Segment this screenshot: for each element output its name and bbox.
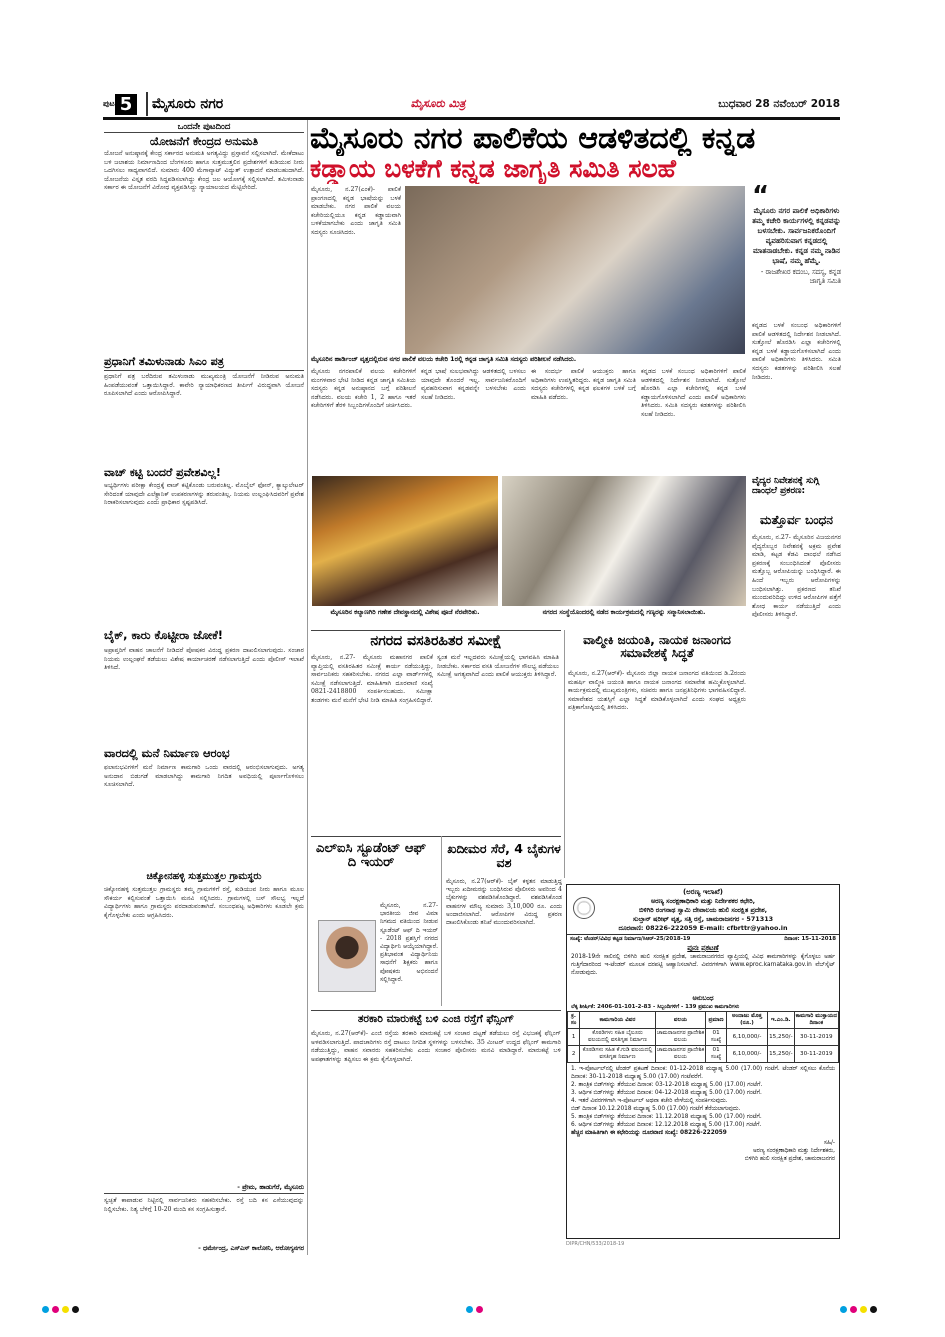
page-number-badge (103, 93, 141, 117)
story-body: ಸ್ವಚ್ಛತೆ ಕಾಪಾಡುವ ನಿಟ್ಟಿನಲ್ಲಿ ಸಾರ್ವಜನಿಕರು ಸಹಕರಿಸಬೇಕು. ರಸ್ತೆ ಬದಿ ಕಸ ಎಸೆಯುವುದನ್ನು ನಿಲ್ಲಿಸಬೇಕು. ನಿತ್ಯ ಬೆಳಿಗ್ಗೆ 10-20 ಮಂದಿ ಕಸ ಸಂಗ್ರಹಿಸುತ್ತಾರೆ. (104, 1197, 304, 1213)
table-cell: 15,250/- (768, 1046, 794, 1063)
student-portrait (318, 920, 376, 992)
masthead-rule (103, 117, 840, 120)
story-title: ವಾರದಲ್ಲಿ ಮನೆ ನಿರ್ಮಾಣ ಆರಂಭ (104, 746, 230, 760)
notice-note: 2. ತಾಂತ್ರಿಕ ಬಿಡ್‌ಗಳನ್ನು ತೆರೆಯುವ ದಿನಾಂಕ: 03-12-2018 ಮಧ್ಯಾಹ್ನ 5.00 (17.00) ಗಂಟೆಗೆ. (571, 1082, 763, 1088)
story-body: ಮೈಸೂರು, ನ.27- ಮೈಸೂರು ಮಹಾನಗರ ಪಾಲಿಕೆ ವ್ಯಾಪ್ತಿಯಲ್ಲಿ ವಸತಿರಹಿತರ ಸಮೀಕ್ಷೆ ಕಾರ್ಯ ನಡೆಯುತ್ತಿದ್ದು, ಸಾರ್ವಜನಿಕರು ಸಹಕರಿಸಬೇಕು. ನಗರದ ಎಲ್ಲಾ ವಾರ್ಡ್‌ಗಳಲ್ಲಿ ಸಮೀಕ್ಷೆ ನಡೆಸಲಾಗುತ್ತಿದೆ. ಮಾಹಿತಿಗಾಗಿ ದೂರವಾಣಿ ಸಂಖ್ಯೆ 0821-2418800 ಸಂಪರ್ಕಿಸಬಹುದು. ಸಮೀಕ್ಷಾ ತಂಡಗಳು ಮನೆ ಮನೆಗೆ ಭೇಟಿ ನೀಡಿ ಮಾಹಿತಿ ಸಂಗ್ರಹಿಸಲಿದ್ದಾರೆ. (311, 654, 433, 704)
lead-body: ಮೈಸೂರು ನಗರಪಾಲಿಕೆ ವಲಯ ಕಚೇರಿಗಳಿಗೆ ಮಂಗಳವಾರ ಭೇಟಿ ನೀಡಿದ ಕನ್ನಡ ಜಾಗೃತಿ ಸಮಿತಿಯ ಸದಸ್ಯರು ಕನ್ನಡ ಅನುಷ್ಠಾನದ ಬಗ್ಗೆ ಪರಿಶೀಲನೆ ನಡೆಸಿದರು. ವಲಯ ಕಚೇರಿ 1, 2 ಹಾಗೂ ಇತರೆ ಕಚೇರಿಗಳಿಗೆ ತೆರಳಿ ಸಿಬ್ಬಂದಿಗಳೊಂದಿಗೆ ಚರ್ಚಿಸಿದರು. (311, 368, 416, 410)
table-header-row (568, 1012, 839, 1029)
cyan-register-dot (42, 1306, 49, 1313)
lead-photo (405, 186, 745, 354)
notice-note: 5. ತಾಂತ್ರಿಕ ಬಿಡ್‌ಗಳನ್ನು ತೆರೆಯುವ ದಿನಾಂಕ: 11.12.2018 ಮಧ್ಯಾಹ್ನ 5.00 (17.00) ಗಂಟೆಗೆ. (571, 1114, 762, 1120)
story-title: ಖದೀಮರ ಸೆರೆ, 4 ಬೈಕುಗಳ ವಶ (447, 841, 561, 870)
yellow-register-dot (860, 1306, 867, 1313)
story-body: ಮೈಸೂರು, ನ.27(ಆರ್‌ಕೆ)- ಬೈಕ್ ಕಳ್ಳತನ ಮಾಡುತ್ತಿದ್ದ ಇಬ್ಬರು ಖದೀಮರನ್ನು ಬಂಧಿಸಿರುವ ಪೊಲೀಸರು ಅವರಿಂದ 4 ಬೈಕುಗಳನ್ನು ವಶಪಡಿಸಿಕೊಂಡಿದ್ದಾರೆ. ವಶಪಡಿಸಿಕೊಂಡ ವಾಹನಗಳ ಮೌಲ್ಯ ಸುಮಾರು 3,10,000 ರೂ. ಎಂದು ಅಂದಾಜಿಸಲಾಗಿದೆ. ಆರೋಪಿಗಳ ವಿರುದ್ಧ ಪ್ರಕರಣ ದಾಖಲಿಸಿಕೊಂಡು ತನಿಖೆ ಮುಂದುವರಿಸಲಾಗಿದೆ. (446, 878, 562, 927)
lead-body: ಮೈಸೂರು, ನ.27(ಎಂಕೆ)- ಪಾಲಿಕೆ ಪ್ರಾಂಗಣದಲ್ಲಿ ಕನ್ನಡ ಭಾಷೆಯನ್ನು ಬಳಕೆ ಮಾಡಬೇಕು. ನಗರ ಪಾಲಿಕೆ ವಲಯ ಕಚೇರಿಯಲ್ಲಿಯೂ ಕನ್ನಡ ಕಡ್ಡಾಯವಾಗಿ ಬಳಕೆಯಾಗಬೇಕು ಎಂದು ಜಾಗೃತಿ ಸಮಿತಿ ಸದಸ್ಯರು ಸೂಚಿಸಿದರು. (311, 186, 401, 236)
lead-subheadline: ಕಡ್ಡಾಯ ಬಳಕೆಗೆ ಕನ್ನಡ ಜಾಗೃತಿ ಸಮಿತಿ ಸಲಹೆ (310, 154, 676, 183)
table-header-cell: ಅಂದಾಜು ಮೊತ್ತ (ರೂ.) (726, 1012, 767, 1029)
byline: - ಧರ್ಮೇಂದ್ರ, ಎಸ್‌ಎಸ್ ಕಾಲೋನಿ, ಆರೋಗ್ಯನಗರ (198, 1244, 304, 1252)
notice-note: 6. ಆರ್ಥಿಕ ಬಿಡ್‌ಗಳನ್ನು ತೆರೆಯುವ ದಿನಾಂಕ: 12.12.2018 ಮಧ್ಯಾಹ್ನ 5.00 (17.00) ಗಂಟೆಗೆ. (571, 1122, 762, 1128)
story-title: ಬೈಕ್, ಕಾರು ಕೊಟ್ಟೀರಾ ಜೋಕೆ! (104, 628, 223, 642)
notice-intro: 2018-19ನೇ ಸಾಲಿನಲ್ಲಿ ಬಿಳಿಗಿರಿ ಹುಲಿ ಸಂರಕ್ಷಿತ ಪ್ರದೇಶ, ಚಾಮರಾಜನಗರದ ವ್ಯಾಪ್ತಿಯಲ್ಲಿ ವಿವಿಧ ಕಾಮಗಾರಿಗಳನ್ನು ಕೈಗೊಳ್ಳಲು ಅರ್ಹ ಗುತ್ತಿಗೆದಾರರಿಂದ ಇ-ಟೆಂಡರ್ ಮೂಲಕ ದರಪಟ್ಟಿ ಆಹ್ವಾನಿಸಲಾಗಿದೆ. ವಿವರಗಳಿಗಾಗಿ www.eproc.karnataka.gov.in ವೆಬ್‌ಸೈಟ್ ನೋಡುವುದು. (571, 954, 835, 976)
table-cell: 2 (568, 1046, 580, 1063)
table-cell: 6,10,000/- (726, 1046, 767, 1063)
table-cell: ಕೊಠಡಿಗಳು ಸಹಿತ ಕೆ.ಗುಡಿ ವಲಯದಲ್ಲಿ ವಸತಿಗೃಹ ನಿರ್ಮಾಣ (580, 1046, 655, 1063)
quote-mark-icon: “ (752, 181, 770, 211)
story-body: ಮೈಸೂರು, ನ.27(ಆರ್‌ಕೆ)- ಎಂಜಿ ರಸ್ತೆಯ ತರಕಾರಿ ಮಾರುಕಟ್ಟೆ ಬಳಿ ಸಂಚಾರ ದಟ್ಟಣೆ ತಡೆಯಲು ರಸ್ತೆ ವಿಭಜಕಕ್ಕೆ ಫೆನ್ಸಿಂಗ್ ಅಳವಡಿಸಲಾಗುತ್ತಿದೆ. ಪಾದಚಾರಿಗಳು ರಸ್ತೆ ದಾಟಲು ನಿಗದಿತ ಸ್ಥಳಗಳನ್ನು ಬಳಸಬೇಕು. 35 ಮೀಟರ್ ಉದ್ದದ ಫೆನ್ಸಿಂಗ್ ಕಾಮಗಾರಿ ನಡೆಯುತ್ತಿದ್ದು, ವಾಹನ ಸವಾರರು ಸಹಕರಿಸಬೇಕು ಎಂದು ಸಂಚಾರ ಪೊಲೀಸರು ಮನವಿ ಮಾಡಿದ್ದಾರೆ. ಮಾರುಕಟ್ಟೆ ಬಳಿ ಅಪಘಾತಗಳನ್ನು ತಪ್ಪಿಸಲು ಈ ಕ್ರಮ ಕೈಗೊಳ್ಳಲಾಗಿದೆ. (311, 1030, 561, 1063)
table-row (568, 1046, 839, 1063)
pull-quote (752, 181, 841, 318)
divider (311, 630, 561, 631)
table-header-cell: ವಲಯ (655, 1012, 706, 1029)
notice-head-of-account: ಲೆಕ್ಕ ಶೀರ್ಷಿಕೆ: 2406-01-101-2-83 - ಸಿಬ್ಬಂದಿಗಳಿಗೆ - 139 ಪ್ರಮುಖ ಕಾಮಗಾರಿಗಳು (571, 1004, 740, 1010)
temple-photo (312, 476, 498, 606)
table-cell: 1 (568, 1029, 580, 1046)
page-label: ಪುಟ (103, 99, 115, 108)
table-cell: 6,10,000/- (726, 1029, 767, 1046)
story-title: ವಾಲ್ಮೀಕಿ ಜಯಂತಿ, ನಾಯಕ ಜನಾಂಗದ ಸಮಾವೇಶಕ್ಕೆ ಸಿದ್ಧತೆ (583, 633, 731, 661)
story-body: ಫಲಾನುಭವಿಗಳಿಗೆ ಮನೆ ನಿರ್ಮಾಣ ಕಾಮಗಾರಿ ಒಂದು ವಾರದಲ್ಲಿ ಆರಂಭಿಸಲಾಗುವುದು. ಅಗತ್ಯ ಅನುದಾನ ಬಿಡುಗಡೆ ಮಾಡಲಾಗಿದ್ದು ಕಾಮಗಾರಿ ನಿಗದಿತ ಅವಧಿಯಲ್ಲಿ ಪೂರ್ಣಗೊಳಿಸಲು ಸೂಚಿಸಲಾಗಿದೆ. (104, 764, 304, 789)
column-divider (441, 836, 442, 1006)
table-cell: 01 ಸಂಖ್ಯೆ (706, 1046, 727, 1063)
magenta-register-dot (52, 1306, 59, 1313)
registration-marks (0, 1306, 945, 1316)
table-header-cell: ಕಾಮಗಾರಿ ಮುಕ್ತಾಯದ ದಿನಾಂಕ (794, 1012, 838, 1029)
story-body: ಮೈಸೂರು, ನ.27- ಭಾರತೀಯ ಜೀವ ವಿಮಾ ನಿಗಮದ ವತಿಯಿಂದ ನೀಡುವ ಸ್ಟೂಡೆಂಟ್ ಆಫ್ ದಿ ಇಯರ್ - 2018 ಪ್ರಶಸ್ತಿಗೆ ನಗರದ ವಿದ್ಯಾರ್ಥಿನಿ ಆಯ್ಕೆಯಾಗಿದ್ದಾರೆ. ಪ್ರತಿಭಾವಂತ ವಿದ್ಯಾರ್ಥಿನಿಯ ಸಾಧನೆಗೆ ಶಿಕ್ಷಕರು ಹಾಗೂ ಪೋಷಕರು ಅಭಿನಂದನೆ ಸಲ್ಲಿಸಿದ್ದಾರೆ. (380, 902, 438, 983)
divider (311, 836, 561, 837)
magenta-register-dot (850, 1306, 857, 1313)
group-photo-caption: ನಗರದ ಸಂಸ್ಥೆಯೊಂದರಲ್ಲಿ ನಡೆದ ಕಾರ್ಯಕ್ರಮದಲ್ಲಿ ಗಣ್ಯರನ್ನು ಸನ್ಮಾನಿಸಲಾಯಿತು. (542, 608, 706, 616)
table-header-cell: ಇ.ಎಂ.ಡಿ. (768, 1012, 794, 1029)
signatory: ಬಿಳಿಗಿರಿ ಹುಲಿ ಸಂರಕ್ಷಿತ ಪ್ರದೇಶ, ಚಾಮರಾಜನಗರ (744, 1156, 835, 1162)
issue-date: ಬುಧವಾರ 28 ನವೆಂಬರ್ 2018 (718, 98, 840, 110)
notice-dept-line: ಬಿಳಿಗಿರಿ ರಂಗನಾಥ ಸ್ವಾಮಿ ದೇವಾಲಯ ಹುಲಿ ಸಂರಕ್ಷಿತ ಪ್ರದೇಶ, (638, 906, 768, 914)
magenta-register-dot (476, 1306, 483, 1313)
notice-title: ಪುನಃ ಪ್ರಕಟಣೆ (687, 944, 719, 952)
byline: - ಪ್ರೇಮ, ಹಾಡುಗೆರೆ, ಮೈಸೂರು (237, 1183, 304, 1191)
quote-text: ಮೈಸೂರು ನಗರ ಪಾಲಿಕೆ ಅಧಿಕಾರಿಗಳು ತಮ್ಮ ಕಚೇರಿ ಕಾರ್ಯಗಳಲ್ಲಿ ಕನ್ನಡವನ್ನು ಬಳಸಬೇಕು. ಸಾರ್ವಜನಿಕರೊಂದಿಗೆ ವ್ಯವಹರಿಸುವಾಗ ಕನ್ನಡದಲ್ಲಿ ಮಾತನಾಡಬೇಕು. ಕನ್ನಡ ನಮ್ಮ ನಾಡಿನ ಭಾಷೆ, ನಮ್ಮ ಹೆಮ್ಮೆ. (752, 206, 841, 265)
table-header-cell: ಕಾಮಗಾರಿಯ ವಿವರ (580, 1012, 655, 1029)
story-title: ತರಕಾರಿ ಮಾರುಕಟ್ಟೆ ಬಳಿ ಎಂಜಿ ರಸ್ತೆಗೆ ಫೆನ್ಸಿಂಗ್ (357, 1013, 515, 1025)
lead-body: ಈ ಸಂದರ್ಭ ಪಾಲಿಕೆ ಆಯುಕ್ತರು ಹಾಗೂ ಅಧಿಕಾರಿಗಳು ಉಪಸ್ಥಿತರಿದ್ದರು. ಕನ್ನಡ ಜಾಗೃತಿ ಸಮಿತಿ ಸದಸ್ಯರು ಕಚೇರಿಗಳಲ್ಲಿ ಕನ್ನಡ ಫಲಕಗಳ ಬಳಕೆ ಬಗ್ಗೆ ಮಾಹಿತಿ ಪಡೆದರು. (531, 368, 636, 401)
temple-photo-caption: ಮೈಸೂರಿನ ಕಲ್ಯಾಣಗಿರಿ ಗಣೇಶ ದೇವಸ್ಥಾನದಲ್ಲಿ ವಿಶೇಷ ಪೂಜೆ ನೆರವೇರಿತು. (330, 608, 480, 616)
notice-dept-line: ಅರಣ್ಯ ಸಂರಕ್ಷಣಾಧಿಕಾರಿ ಮತ್ತು ನಿರ್ದೇಶಕರ ಕಛೇರಿ, (650, 897, 756, 905)
notice-date: ದಿನಾಂಕ: 15-11-2018 (784, 936, 836, 942)
table-cell: 30-11-2019 (794, 1046, 838, 1063)
table-cell: ಚಾಮರಾಜನಗರ ಪ್ರಾದೇಶಿಕ ವಲಯ (655, 1046, 706, 1063)
story-body: ಮೈಸೂರು, ನ.27- ಮೈಸೂರಿನ ವಿಜಯನಗರ ವೈದ್ಯರೊಬ್ಬರ ನಿವೇಶನಕ್ಕೆ ಅಕ್ರಮ ಪ್ರವೇಶ ಮಾಡಿ, ಕಟ್ಟಡ ಕೆಡವಿ ದಾಂಧಲೆ ನಡೆಸಿದ ಪ್ರಕರಣಕ್ಕೆ ಸಂಬಂಧಿಸಿದಂತೆ ಪೊಲೀಸರು ಮತ್ತೊಬ್ಬ ಆರೋಪಿಯನ್ನು ಬಂಧಿಸಿದ್ದಾರೆ. ಈ ಹಿಂದೆ ಇಬ್ಬರು ಆರೋಪಿಗಳನ್ನು ಬಂಧಿಸಲಾಗಿತ್ತು. ಪ್ರಕರಣದ ತನಿಖೆ ಮುಂದುವರಿದಿದ್ದು ಉಳಿದ ಆರೋಪಿಗಳ ಪತ್ತೆಗೆ ಶೋಧ ಕಾರ್ಯ ನಡೆಯುತ್ತಿದೆ ಎಂದು ಪೊಲೀಸರು ತಿಳಿಸಿದ್ದಾರೆ. (752, 534, 841, 619)
table-cell: 15,250/- (768, 1029, 794, 1046)
story-body: ಅಪ್ರಾಪ್ತರಿಗೆ ವಾಹನ ಚಾಲನೆಗೆ ನೀಡಿದರೆ ಪೋಷಕರ ವಿರುದ್ಧ ಪ್ರಕರಣ ದಾಖಲಿಸಲಾಗುವುದು. ಸಂಚಾರ ನಿಯಮ ಉಲ್ಲಂಘನೆ ತಡೆಯಲು ವಿಶೇಷ ಕಾರ್ಯಾಚರಣೆ ನಡೆಸಲಾಗುತ್ತಿದೆ ಎಂದು ಪೊಲೀಸ್ ಇಲಾಖೆ ತಿಳಿಸಿದೆ. (104, 647, 304, 672)
tender-table (567, 1011, 839, 1063)
government-emblem-icon (573, 897, 595, 919)
table-cell: 30-11-2019 (794, 1029, 838, 1046)
black-register-dot (72, 1306, 79, 1313)
story-title: ವಾಚ್ ಕಟ್ಟಿ ಬಂದರೆ ಪ್ರವೇಶವಿಲ್ಲ! (104, 466, 221, 479)
table-header-cell: ಕ್ರ. ಸಂ (568, 1012, 580, 1029)
column-divider (564, 630, 565, 878)
story-title: ಚಿಕ್ಕೋನಹಳ್ಳಿ ಸುತ್ತಮುತ್ತಲ ಗ್ರಾಮಸ್ಥರು (146, 871, 262, 882)
signatory: ಅರಣ್ಯ ಸಂರಕ್ಷಣಾಧಿಕಾರಿ ಮತ್ತು ನಿರ್ದೇಶಕರು, (752, 1148, 835, 1154)
divider (104, 132, 304, 133)
story-body: ಅಭ್ಯರ್ಥಿಗಳು ಪರೀಕ್ಷಾ ಕೇಂದ್ರಕ್ಕೆ ವಾಚ್ ಕಟ್ಟಿಕೊಂಡು ಬರುವಂತಿಲ್ಲ. ಮೊಬೈಲ್ ಫೋನ್, ಕ್ಯಾಲ್ಕುಲೇಟರ್ ಸೇರಿದಂತೆ ಯಾವುದೇ ಎಲೆಕ್ಟ್ರಾನಿಕ್ ಉಪಕರಣಗಳನ್ನು ತರುವಂತಿಲ್ಲ. ನಿಯಮ ಉಲ್ಲಂಘಿಸಿದವರಿಗೆ ಪ್ರವೇಶ ನಿರಾಕರಿಸಲಾಗುವುದು ಎಂದು ಪ್ರಾಧಿಕಾರ ಸ್ಪಷ್ಟಪಡಿಸಿದೆ. (104, 482, 304, 507)
table-cell: ಚಾಮರಾಜನಗರ ಪ್ರಾದೇಶಿಕ ವಲಯ (655, 1029, 706, 1046)
notice-contact: ದೂರವಾಣಿ: 08226-222059 E-mail: cfbrttr@yahoo.in (567, 924, 839, 935)
quote-author: - ರಾಜಶೇಖರ ಕದಂಬ, ಸದಸ್ಯ, ಕನ್ನಡ ಜಾಗೃತಿ ಸಮಿತಿ (760, 268, 841, 285)
story-body: ಪ್ರಧಾನಿಗೆ ಪತ್ರ ಬರೆದಿರುವ ತಮಿಳುನಾಡು ಮುಖ್ಯಮಂತ್ರಿ ಯೋಜನೆಗೆ ನೀಡಿರುವ ಅನುಮತಿ ಹಿಂಪಡೆಯುವಂತೆ ಒತ್ತಾಯಿಸಿದ್ದಾರೆ. ಕಾವೇರಿ ನ್ಯಾಯಾಧಿಕರಣದ ತೀರ್ಪಿಗೆ ವಿರುದ್ಧವಾಗಿ ಯೋಜನೆ ರೂಪಿಸಲಾಗಿದೆ ಎಂದು ಆರೋಪಿಸಿದ್ದಾರೆ. (104, 373, 304, 398)
column-divider (307, 120, 308, 1255)
dipr-code: DIPR/CHN/533/2018-19 (566, 1241, 625, 1247)
notice-more-info: ಹೆಚ್ಚಿನ ಮಾಹಿತಿಗಾಗಿ ಈ ಕಛೇರಿಯನ್ನು ದೂರವಾಣಿ ಸಂಖ್ಯೆ: 08226-222059 (571, 1130, 727, 1136)
story-title: ಮತ್ತೊರ್ವ ಬಂಧನ (760, 513, 833, 527)
section-title: ಮೈಸೂರು ನಗರ (146, 92, 258, 116)
tender-notice (566, 884, 840, 1239)
story-body: ಚಿಕ್ಕೋನಹಳ್ಳಿ ಸುತ್ತಮುತ್ತಲ ಗ್ರಾಮಸ್ಥರು ತಮ್ಮ ಗ್ರಾಮಗಳಿಗೆ ರಸ್ತೆ, ಕುಡಿಯುವ ನೀರು ಹಾಗೂ ಮೂಲ ಸೌಕರ್ಯ ಕಲ್ಪಿಸುವಂತೆ ಒತ್ತಾಯಿಸಿ ಮನವಿ ಸಲ್ಲಿಸಿದರು. ಗ್ರಾಮಗಳಲ್ಲಿ ಬಸ್ ಸೌಲಭ್ಯ ಇಲ್ಲದೆ ವಿದ್ಯಾರ್ಥಿಗಳು ಹಾಗೂ ಗ್ರಾಮಸ್ಥರು ಪರದಾಡುವಂತಾಗಿದೆ. ಸಂಬಂಧಪಟ್ಟ ಅಧಿಕಾರಿಗಳು ಕೂಡಲೇ ಕ್ರಮ ಕೈಗೊಳ್ಳಬೇಕು ಎಂದು ಆಗ್ರಹಿಸಿದರು. (104, 886, 304, 919)
newspaper-brand: ಮೈಸೂರು ಮಿತ್ರ (410, 97, 466, 110)
divider (104, 1193, 304, 1194)
story-title: ಯೋಜನೆಗೆ ಕೇಂದ್ರದ ಅನುಮತಿ (149, 135, 259, 148)
lead-body: ಕನ್ನಡದ ಬಳಕೆ ಸಂಬಂಧ ಅಧಿಕಾರಿಗಳಿಗೆ ಪಾಲಿಕೆ ಆಡಳಿತದಲ್ಲಿ ನಿರ್ದೇಶನ ನೀಡಲಾಗಿದೆ. ಸುತ್ತೋಲೆ ಹೊರಡಿಸಿ ಎಲ್ಲಾ ಕಚೇರಿಗಳಲ್ಲಿ ಕನ್ನಡ ಬಳಕೆ ಕಡ್ಡಾಯಗೊಳಿಸಲಾಗಿದೆ ಎಂದು ಪಾಲಿಕೆ ಅಧಿಕಾರಿಗಳು ತಿಳಿಸಿದರು. ಸಮಿತಿ ಸದಸ್ಯರು ಕಡತಗಳನ್ನು ಪರಿಶೀಲಿಸಿ ಸಲಹೆ ನೀಡಿದರು. (752, 322, 841, 381)
lead-headline: ಮೈಸೂರು ನಗರ ಪಾಲಿಕೆಯ ಆಡಳಿತದಲ್ಲಿ ಕನ್ನಡ (310, 122, 756, 156)
page-number: 5 (115, 94, 137, 115)
black-register-dot (870, 1306, 877, 1313)
lead-body: ಕನ್ನಡದ ಬಳಕೆ ಸಂಬಂಧ ಅಧಿಕಾರಿಗಳಿಗೆ ಪಾಲಿಕೆ ಆಡಳಿತದಲ್ಲಿ ನಿರ್ದೇಶನ ನೀಡಲಾಗಿದೆ. ಸುತ್ತೋಲೆ ಹೊರಡಿಸಿ ಎಲ್ಲಾ ಕಚೇರಿಗಳಲ್ಲಿ ಕನ್ನಡ ಬಳಕೆ ಕಡ್ಡಾಯಗೊಳಿಸಲಾಗಿದೆ ಎಂದು ಪಾಲಿಕೆ ಅಧಿಕಾರಿಗಳು ತಿಳಿಸಿದರು. ಸಮಿತಿ ಸದಸ್ಯರು ಕಡತಗಳನ್ನು ಪರಿಶೀಲಿಸಿ ಸಲಹೆ ನೀಡಿದರು. (641, 368, 746, 418)
series-tag: ಒಂದನೇ ಪುಟದಿಂದ (177, 122, 231, 132)
yellow-register-dot (62, 1306, 69, 1313)
table-cell: ಕೊಠಡಿಗಳು ಸಹಿತ ಬೈಲೂರು ವಲಯದಲ್ಲಿ ವಸತಿಗೃಹ ನಿರ್ಮಾಣ (580, 1029, 655, 1046)
cyan-register-dot (466, 1306, 473, 1313)
story-body: ಮೈಸೂರು, ನ.27(ಆರ್‌ಕೆ)- ಮೈಸೂರು ಜಿಲ್ಲಾ ನಾಯಕ ಜನಾಂಗದ ವತಿಯಿಂದ ಡಿ.2ರಂದು ಮಹರ್ಷಿ ವಾಲ್ಮೀಕಿ ಜಯಂತಿ ಹಾಗೂ ನಾಯಕ ಜನಾಂಗದ ಸಮಾವೇಶ ಹಮ್ಮಿಕೊಳ್ಳಲಾಗಿದೆ. ಕಾರ್ಯಕ್ರಮದಲ್ಲಿ ಮುಖ್ಯಮಂತ್ರಿಗಳು, ಸಚಿವರು ಹಾಗೂ ಜನಪ್ರತಿನಿಧಿಗಳು ಭಾಗವಹಿಸಲಿದ್ದಾರೆ. ಸಮಾವೇಶದ ಯಶಸ್ಸಿಗೆ ಎಲ್ಲಾ ಸಿದ್ಧತೆ ಮಾಡಿಕೊಳ್ಳಲಾಗಿದೆ ಎಂದು ಸಂಘದ ಅಧ್ಯಕ್ಷರು ಪತ್ರಿಕಾಗೋಷ್ಠಿಯಲ್ಲಿ ತಿಳಿಸಿದರು. (568, 670, 746, 712)
lead-photo-caption: ಮೈಸೂರಿನ ಹಾರ್ಡಿಂಜ್ ವೃತ್ತದಲ್ಲಿರುವ ನಗರ ಪಾಲಿಕೆ ವಲಯ ಕಚೇರಿ 1ರಲ್ಲಿ ಕನ್ನಡ ಜಾಗೃತಿ ಸಮಿತಿ ಸದಸ್ಯರು ಪರಿಶೀಲನೆ ನಡೆಸಿದರು. (311, 355, 577, 363)
story-title: ಪ್ರಧಾನಿಗೆ ತಮಿಳುನಾಡು ಸಿಎಂ ಪತ್ರ (104, 355, 224, 368)
story-title: ನಗರದ ವಸತಿರಹಿತರ ಸಮೀಕ್ಷೆ (370, 633, 502, 649)
table-cell: 01 ಸಂಖ್ಯೆ (706, 1029, 727, 1046)
divider (104, 370, 304, 371)
table-row (568, 1029, 839, 1046)
cyan-register-dot (840, 1306, 847, 1313)
notice-dept-line: ಸುಲ್ತಾನ್ ಷರೀಫ್ ವೃತ್ತ, ಸತ್ತಿ ರಸ್ತೆ, ಚಾಮರಾಜನಗರ - 571313 (632, 915, 774, 923)
lead-body: ಕನ್ನಡ ಭಾಷೆ ಸುಲಭವಾಗಿದ್ದು ಆಡಳಿತದಲ್ಲಿ ಬಳಸಲು ಯಾವುದೇ ತೊಂದರೆ ಇಲ್ಲ. ಸಾರ್ವಜನಿಕರೊಂದಿಗೆ ವ್ಯವಹರಿಸುವಾಗ ಕನ್ನಡವನ್ನೇ ಬಳಸಬೇಕು ಎಂದು ಸಲಹೆ ನೀಡಿದರು. (421, 368, 526, 401)
notice-dept-tag: (ಅರಣ್ಯ ಇಲಾಖೆ) (682, 888, 723, 896)
story-title: ಎಲ್ಐಸಿ ಸ್ಟೂಡೆಂಟ್ ಆಫ್ ದಿ ಇಯರ್ (316, 841, 426, 871)
story-body: ಸ್ವಂತ ಮನೆ ಇಲ್ಲದವರು ಸಮೀಕ್ಷೆಯಲ್ಲಿ ಭಾಗವಹಿಸಿ ಮಾಹಿತಿ ನೀಡಬೇಕು. ಸರ್ಕಾರದ ವಸತಿ ಯೋಜನೆಗಳ ಸೌಲಭ್ಯ ಪಡೆಯಲು ಸಮೀಕ್ಷೆ ಅಗತ್ಯವಾಗಿದೆ ಎಂದು ಪಾಲಿಕೆ ಆಯುಕ್ತರು ತಿಳಿಸಿದ್ದಾರೆ. (437, 654, 559, 679)
story-title: ವೈದ್ಯರ ನಿವೇಶನಕ್ಕೆ ಸುಗ್ಗಿ ದಾಂಧಲೆ ಪ್ರಕರಣ: (752, 476, 820, 496)
table-header-cell: ಪ್ರಮಾಣ (706, 1012, 727, 1029)
notice-annex-label: ಅನುಬಂಧ (692, 994, 714, 1002)
notice-note: 3. ಆರ್ಥಿಕ ಬಿಡ್‌ಗಳನ್ನು ತೆರೆಯುವ ದಿನಾಂಕ: 04-12-2018 ಮಧ್ಯಾಹ್ನ 5.00 (17.00) ಗಂಟೆಗೆ. (571, 1090, 762, 1096)
notice-note: 4. ಇತರೆ ವಿವರಗಳಿಗಾಗಿ ಇ-ಪೋರ್ಟಲ್ ಅಥವಾ ಕಚೇರಿ ವೇಳೆಯಲ್ಲಿ ಸಂಪರ್ಕಿಸುವುದು. (571, 1098, 728, 1104)
story-body: ಯೋಜನೆ ಅನುಷ್ಠಾನಕ್ಕೆ ಕೇಂದ್ರ ಸರ್ಕಾರದ ಅನುಮತಿ ಅಗತ್ಯವಿದ್ದು ಪ್ರಸ್ತಾವನೆ ಸಲ್ಲಿಸಲಾಗಿದೆ. ಮೇಕೆದಾಟು ಬಳಿ ಜಲಾಶಯ ನಿರ್ಮಾಣದಿಂದ ಬೆಂಗಳೂರು ಹಾಗೂ ಸುತ್ತಮುತ್ತಲಿನ ಪ್ರದೇಶಗಳಿಗೆ ಕುಡಿಯುವ ನೀರು ಒದಗಿಸಲು ಸಾಧ್ಯವಾಗಲಿದೆ. ಸುಮಾರು 400 ಮೆಗಾವ್ಯಾಟ್ ವಿದ್ಯುತ್ ಉತ್ಪಾದನೆ ಮಾಡಬಹುದಾಗಿದೆ. ಯೋಜನೆಯ ವಿಸ್ತೃತ ವರದಿ ಸಿದ್ಧಪಡಿಸಲಾಗಿದ್ದು ಕೇಂದ್ರ ಜಲ ಆಯೋಗಕ್ಕೆ ಸಲ್ಲಿಸಲಾಗಿದೆ. ತಮಿಳುನಾಡು ಸರ್ಕಾರ ಈ ಯೋಜನೆಗೆ ವಿರೋಧ ವ್ಯಕ್ತಪಡಿಸಿದ್ದು ನ್ಯಾಯಾಲಯದ ಮೆಟ್ಟಿಲೇರಿದೆ. (104, 150, 304, 192)
notice-note: 1. ಇ-ಪೋರ್ಟಲ್‌ನಲ್ಲಿ ಟೆಂಡರ್ ಪ್ರಕಟಣೆ ದಿನಾಂಕ: 01-12-2018 ಮಧ್ಯಾಹ್ನ 5.00 (17.00) ಗಂಟೆಗೆ. ಟೆಂಡರ್ ಸಲ್ಲಿಸಲು ಕೊನೆಯ ದಿನಾಂಕ: 30-11-2018 ಮಧ್ಯಾಹ್ನ 5.00 (17.00) ಗಂಟೆವರೆಗೆ. (571, 1066, 835, 1080)
divider (311, 1010, 561, 1011)
notice-reference: ಸಂಖ್ಯೆ: ಟೆಂಡರ್/ವಿವಿಧ ಕಟ್ಟಡ ನಿರ್ಮಾಣ/ಸಿಆರ್-25/2018-19 (570, 936, 691, 942)
group-photo (502, 476, 746, 606)
signature-label: ಸಹಿ/- (823, 1140, 835, 1146)
notice-note: ಬಿಡ್ ದಿನಾಂಕ 10.12.2018 ಮಧ್ಯಾಹ್ನ 5.00 (17.00) ಗಂಟೆಗೆ ತೆರೆಯಲಾಗುವುದು. (571, 1106, 741, 1112)
